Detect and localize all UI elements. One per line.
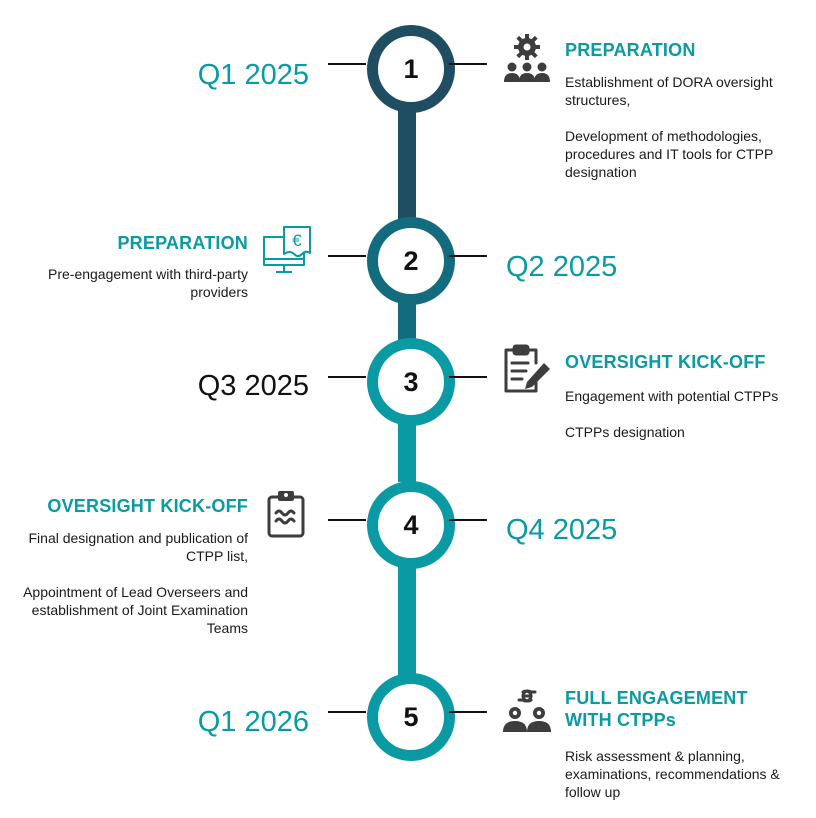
milestone-number: 1	[403, 53, 419, 84]
tick-right-5	[449, 711, 487, 713]
body-paragraph: Pre-engagement with third-party providers	[48, 266, 248, 300]
milestone-body-2	[18, 265, 248, 301]
body-paragraph: Engagement with potential CTPPs	[565, 388, 779, 404]
milestone-circle-4	[367, 481, 455, 569]
milestone-circle-2	[367, 217, 455, 305]
milestone-body-1	[565, 73, 797, 181]
tick-left-3	[328, 376, 366, 378]
body-paragraph: Final designation and publication of CTPP list,	[28, 530, 248, 564]
people-link-icon	[501, 683, 553, 733]
tick-right-1	[449, 63, 487, 65]
quarter-label-3: Q3 2025	[197, 370, 309, 402]
title-line: WITH CTPPs	[565, 710, 677, 730]
svg-text:€: €	[292, 231, 302, 250]
body-paragraph: Appointment of Lead Overseers and establishment of Joint Examination Teams	[23, 584, 248, 636]
milestone-body-3	[565, 387, 805, 441]
milestone-title-4: OVERSIGHT KICK-OFF	[47, 496, 248, 516]
tick-left-1	[328, 63, 366, 65]
milestone-number: 5	[403, 701, 419, 732]
milestone-title-1: PREPARATION	[565, 40, 696, 60]
team-gear-icon	[503, 34, 551, 84]
tick-left-2	[328, 255, 366, 257]
milestone-number: 4	[403, 509, 419, 540]
body-paragraph: Establishment of DORA oversight structures,	[565, 74, 773, 108]
milestone-number: 2	[403, 245, 419, 276]
quarter-label-4: Q4 2025	[506, 514, 618, 546]
milestone-body-5	[565, 747, 797, 801]
milestone-number: 3	[403, 366, 419, 397]
milestone-circle-3	[367, 338, 455, 426]
tick-right-4	[449, 519, 487, 521]
quarter-label-5: Q1 2026	[197, 706, 309, 738]
milestone-circle-1	[367, 25, 455, 113]
milestone-title-2: PREPARATION	[117, 233, 248, 253]
timeline-segment-4	[398, 555, 416, 675]
clipboard-wave-icon	[266, 489, 306, 539]
quarter-label-2: Q2 2025	[506, 251, 618, 283]
milestone-body-4	[8, 529, 248, 637]
clipboard-pen-icon	[500, 343, 552, 395]
milestone-title-3: OVERSIGHT KICK-OFF	[565, 352, 766, 372]
timeline-segment-1	[398, 100, 416, 220]
tick-right-2	[449, 255, 487, 257]
body-paragraph: Development of methodologies, procedures and IT tools for CTPP designation	[565, 128, 774, 180]
title-line: FULL ENGAGEMENT	[565, 688, 748, 708]
euro-monitor-icon	[260, 225, 316, 277]
body-paragraph: Risk assessment & planning, examinations, recommendations & follow up	[565, 748, 780, 800]
milestone-circle-5	[367, 673, 455, 761]
quarter-label-1: Q1 2025	[197, 59, 309, 91]
tick-left-4	[328, 519, 366, 521]
milestone-title-5	[565, 687, 748, 731]
tick-left-5	[328, 711, 366, 713]
body-paragraph: CTPPs designation	[565, 424, 685, 440]
tick-right-3	[449, 376, 487, 378]
